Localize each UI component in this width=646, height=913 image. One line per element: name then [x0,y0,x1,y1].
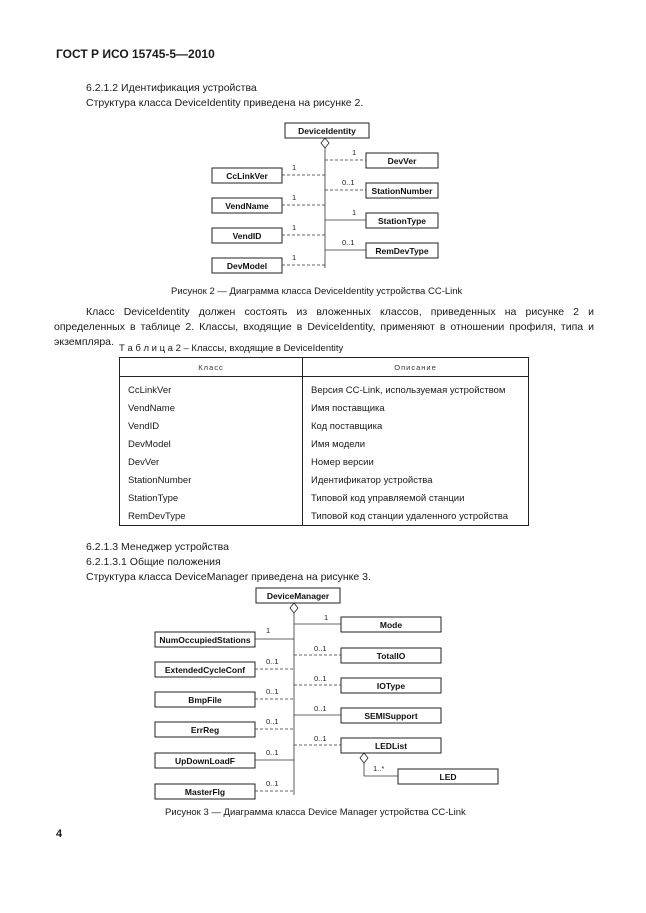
fig3-label-masterflg: MasterFlg [184,787,226,797]
table2-cell-description: Код поставщика [303,417,529,435]
figure2-intro: Структура класса DeviceIdentity приведена на рисунке 2. [86,97,364,109]
table2 [119,357,529,526]
fig2-box-devmodel [212,258,282,273]
fig3-label-errreg: ErrReg [190,725,220,735]
fig3-mult-bmpfile: 0..1 [266,687,279,696]
table-row [120,399,529,417]
table2-cell-description: Имя модели [303,435,529,453]
table-row [120,489,529,507]
fig3-box-led [398,769,498,784]
fig3-mult-totalio: 0..1 [314,644,327,653]
table-row [120,417,529,435]
fig2-box-devver [366,153,438,168]
table2-cell-class: DevModel [120,435,303,453]
fig3-mult-extendedcycleconf: 0..1 [266,657,279,666]
fig2-label-vendname: VendName [225,201,269,211]
fig2-label-vendid: VendID [232,231,262,241]
page-number: 4 [56,828,63,840]
fig2-box-stationtype [366,213,438,228]
table2-cell-description: Идентификатор устройства [303,471,529,489]
fig2-box-stationnumber [366,183,438,198]
table-row [120,471,529,489]
fig2-aggregation-diamond [321,138,329,148]
table2-cell-class: StationType [120,489,303,507]
figure3-caption: Рисунок 3 — Диаграмма класса Device Manager устройства CC-Link [165,807,466,818]
table2-cell-description: Версия CC-Link, используемая устройством [303,377,529,400]
table2-cell-description: Типовой код станции удаленного устройства [303,507,529,526]
table-row [120,435,529,453]
fig3-label-semisupport: SEMISupport [364,711,418,721]
body-paragraph: Класс DeviceIdentity должен состоять из вложенных классов, приведенных на рисунке 2 и определенных в таблице 2. Классы, входящие в DeviceIdentity, применяют в отношении профиля, типа и экземпляра. [54,306,594,348]
fig3-mult-led: 1..* [373,764,385,773]
fig2-mult-devmodel: 1 [292,253,297,262]
table2-cell-class: StationNumber [120,471,303,489]
fig2-mult-stationtype: 1 [352,208,357,217]
fig3-label-mode: Mode [379,620,403,630]
fig2-mult-remdevtype: 0..1 [342,238,355,247]
fig2-mult-vendid: 1 [292,223,297,232]
fig2-box-remdevtype [366,243,438,258]
table-row [120,453,529,471]
fig2-box-vendname [212,198,282,213]
figure3-intro: Структура класса DeviceManager приведена на рисунке 3. [86,571,371,583]
fig3-mult-ledlist: 0..1 [314,734,327,743]
table2-cell-class: DevVer [120,453,303,471]
fig2-mult-devver: 1 [352,148,357,157]
fig3-label-iotype: IOType [376,681,406,691]
fig3-ledlist-diamond [360,753,368,763]
fig3-box-masterflg [155,784,255,799]
fig3-mult-mode: 1 [324,613,329,622]
table2-cell-description: Имя поставщика [303,399,529,417]
fig3-label-updownloadf: UpDownLoadF [175,756,235,766]
fig3-label-led: LED [439,772,457,782]
fig3-aggregation-diamond [290,603,298,613]
fig2-label-stationtype: StationType [377,216,427,226]
table2-header-class: Класс [120,358,303,377]
fig3-label-totalio: TotalIO [376,651,406,661]
fig2-label-remdevtype: RemDevType [375,246,429,256]
fig3-box-errreg [155,722,255,737]
figure2-caption: Рисунок 2 — Диаграмма класса DeviceIdentity устройства CC-Link [171,286,463,297]
table2-cell-description: Номер версии [303,453,529,471]
fig2-mult-stationnumber: 0..1 [342,178,355,187]
fig2-box-cclinkver [212,168,282,183]
table2-cell-class: CcLinkVer [120,377,303,400]
figure3-class-diagram [0,580,646,805]
fig3-mult-masterflg: 0..1 [266,779,279,788]
fig3-mult-updownloadf: 0..1 [266,748,279,757]
fig3-label-extendedcycleconf: ExtendedCycleConf [164,665,246,675]
fig2-mult-vendname: 1 [292,193,297,202]
table2-cell-class: VendID [120,417,303,435]
figure2-class-diagram [0,0,646,290]
fig2-label-cclinkver: CcLinkVer [226,171,268,181]
table2-cell-class: VendName [120,399,303,417]
table-row [120,377,529,400]
section-heading-6-2-1-3: 6.2.1.3 Менеджер устройства [86,541,229,553]
fig3-box-ledlist [341,738,441,753]
fig3-mult-semisupport: 0..1 [314,704,327,713]
fig2-box-vendid [212,228,282,243]
fig2-root-box [285,123,369,138]
fig2-root-label: DeviceIdentity [298,126,356,136]
fig3-box-mode [341,617,441,632]
table2-caption: Т а б л и ц а 2 – Классы, входящие в DeviceIdentity [119,343,344,354]
document-header: ГОСТ Р ИСО 15745-5—2010 [56,47,215,61]
table2-header-description: Описание [303,358,529,377]
fig3-root-label: DeviceManager [266,591,330,601]
fig2-label-stationnumber: StationNumber [371,186,433,196]
table2-cell-description: Типовой код управляемой станции [303,489,529,507]
fig2-mult-cclinkver: 1 [292,163,297,172]
section-heading-6-2-1-3-1: 6.2.1.3.1 Общие положения [86,556,221,568]
fig3-mult-iotype: 0..1 [314,674,327,683]
fig3-label-numoccupiedstations: NumOccupiedStations [159,635,251,645]
table2-cell-class: RemDevType [120,507,303,526]
fig2-label-devver: DevVer [387,156,417,166]
table-row [120,507,529,526]
fig3-box-iotype [341,678,441,693]
fig2-label-devmodel: DevModel [226,261,268,271]
fig3-mult-numoccupiedstations: 1 [266,626,271,635]
fig3-box-totalio [341,648,441,663]
fig3-root-box [256,588,340,603]
section-heading-6-2-1-2: 6.2.1.2 Идентификация устройства [86,82,257,94]
fig3-label-ledlist: LEDList [374,741,408,751]
fig3-box-bmpfile [155,692,255,707]
fig3-box-updownloadf [155,753,255,768]
fig3-box-extendedcycleconf [155,662,255,677]
fig3-mult-errreg: 0..1 [266,717,279,726]
fig3-box-semisupport [341,708,441,723]
fig3-box-numoccupiedstations [155,632,255,647]
fig3-label-bmpfile: BmpFile [188,695,222,705]
